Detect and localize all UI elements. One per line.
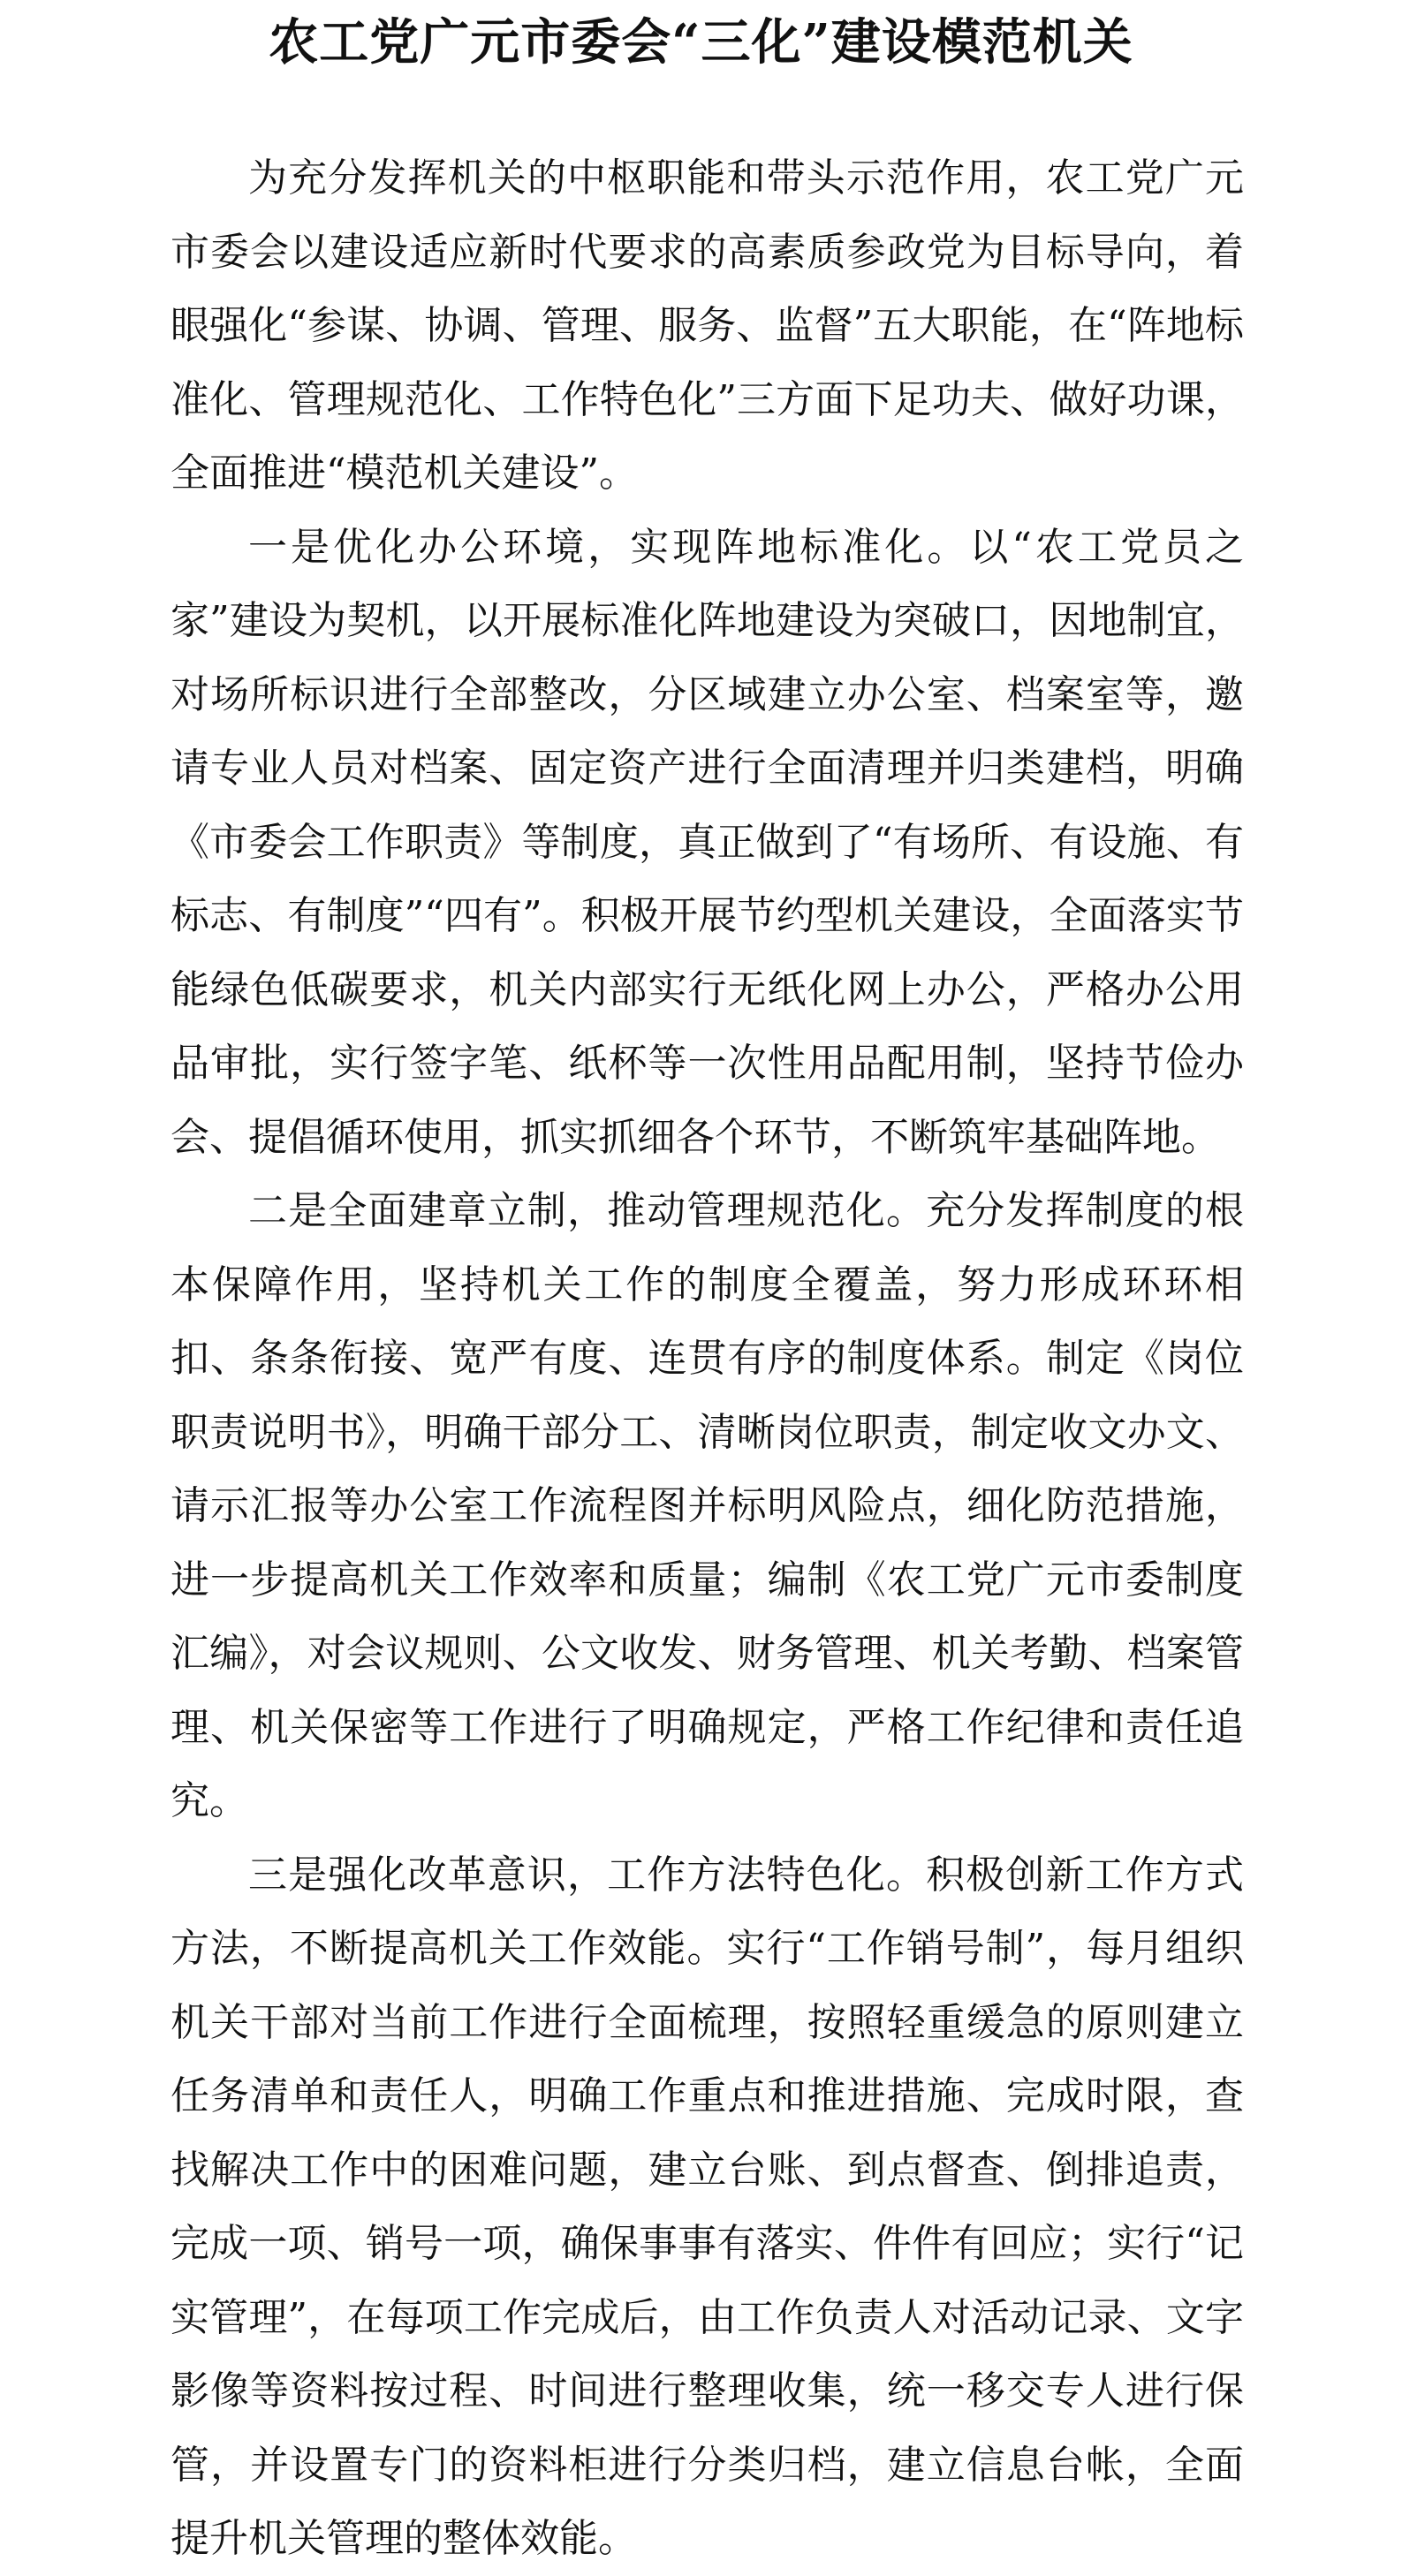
document-title: 农工党广元市委会“三化”建设模范机关 — [269, 13, 1133, 72]
paragraph-regulation: 二是全面建章立制，推动管理规范化。充分发挥制度的根本保障作用，坚持机关工作的制度全覆盖，努力形成环环相扣、条条衔接、宽严有度、连贯有序的制度体系。制定《岗位职责说明书》，明确干部分工、清晰岗位职责，制定收文办文、请示汇报等办公室工作流程图并标明风险点，细化防范措施，进一步提高机关工作效率和质量；编制《农工党广元市委制度汇编》，对会议规则、公文收发、财务管理、机关考勤、档案管理、机关保密等工作进行了明确规定，严格工作纪律和责任追究。 — [171, 1188, 1244, 1823]
document-body — [171, 141, 1244, 2576]
paragraph-standardization: 一是优化办公环境，实现阵地标准化。以“农工党员之家”建设为契机，以开展标准化阵地建设为突破口，因地制宜，对场所标识进行全部整改，分区域建立办公室、档案室等，邀请专业人员对档案、固定资产进行全面清理并归类建档，明确《市委会工作职责》等制度，真正做到了“有场所、有设施、有标志、有制度”“四有”。积极开展节约型机关建设，全面落实节能绿色低碳要求，机关内部实行无纸化网上办公，严格办公用品审批，实行签字笔、纸杯等一次性用品配用制，坚持节俭办会、提倡循环使用，抓实抓细各个环节，不断筑牢基础阵地。 — [171, 524, 1244, 1160]
paragraph-intro: 为充分发挥机关的中枢职能和带头示范作用，农工党广元市委会以建设适应新时代要求的高素质参政党为目标导向，着眼强化“参谋、协调、管理、服务、监督”五大职能，在“阵地标准化、管理规范化、工作特色化”三方面下足功夫、做好功课，全面推进“模范机关建设”。 — [171, 155, 1244, 496]
paragraph-characterization: 三是强化改革意识，工作方法特色化。积极创新工作方式方法，不断提高机关工作效能。实行“工作销号制”，每月组织机关干部对当前工作进行全面梳理，按照轻重缓急的原则建立任务清单和责任人，明确工作重点和推进措施、完成时限，查找解决工作中的困难问题，建立台账、到点督查、倒排追责，完成一项、销号一项，确保事事有落实、件件有回应；实行“记实管理”，在每项工作完成后，由工作负责人对活动记录、文字影像等资料按过程、时间进行整理收集，统一移交专人进行保管，并设置专门的资料柜进行分类归档，建立信息台帐，全面提升机关管理的整体效能。 — [171, 1852, 1244, 2561]
